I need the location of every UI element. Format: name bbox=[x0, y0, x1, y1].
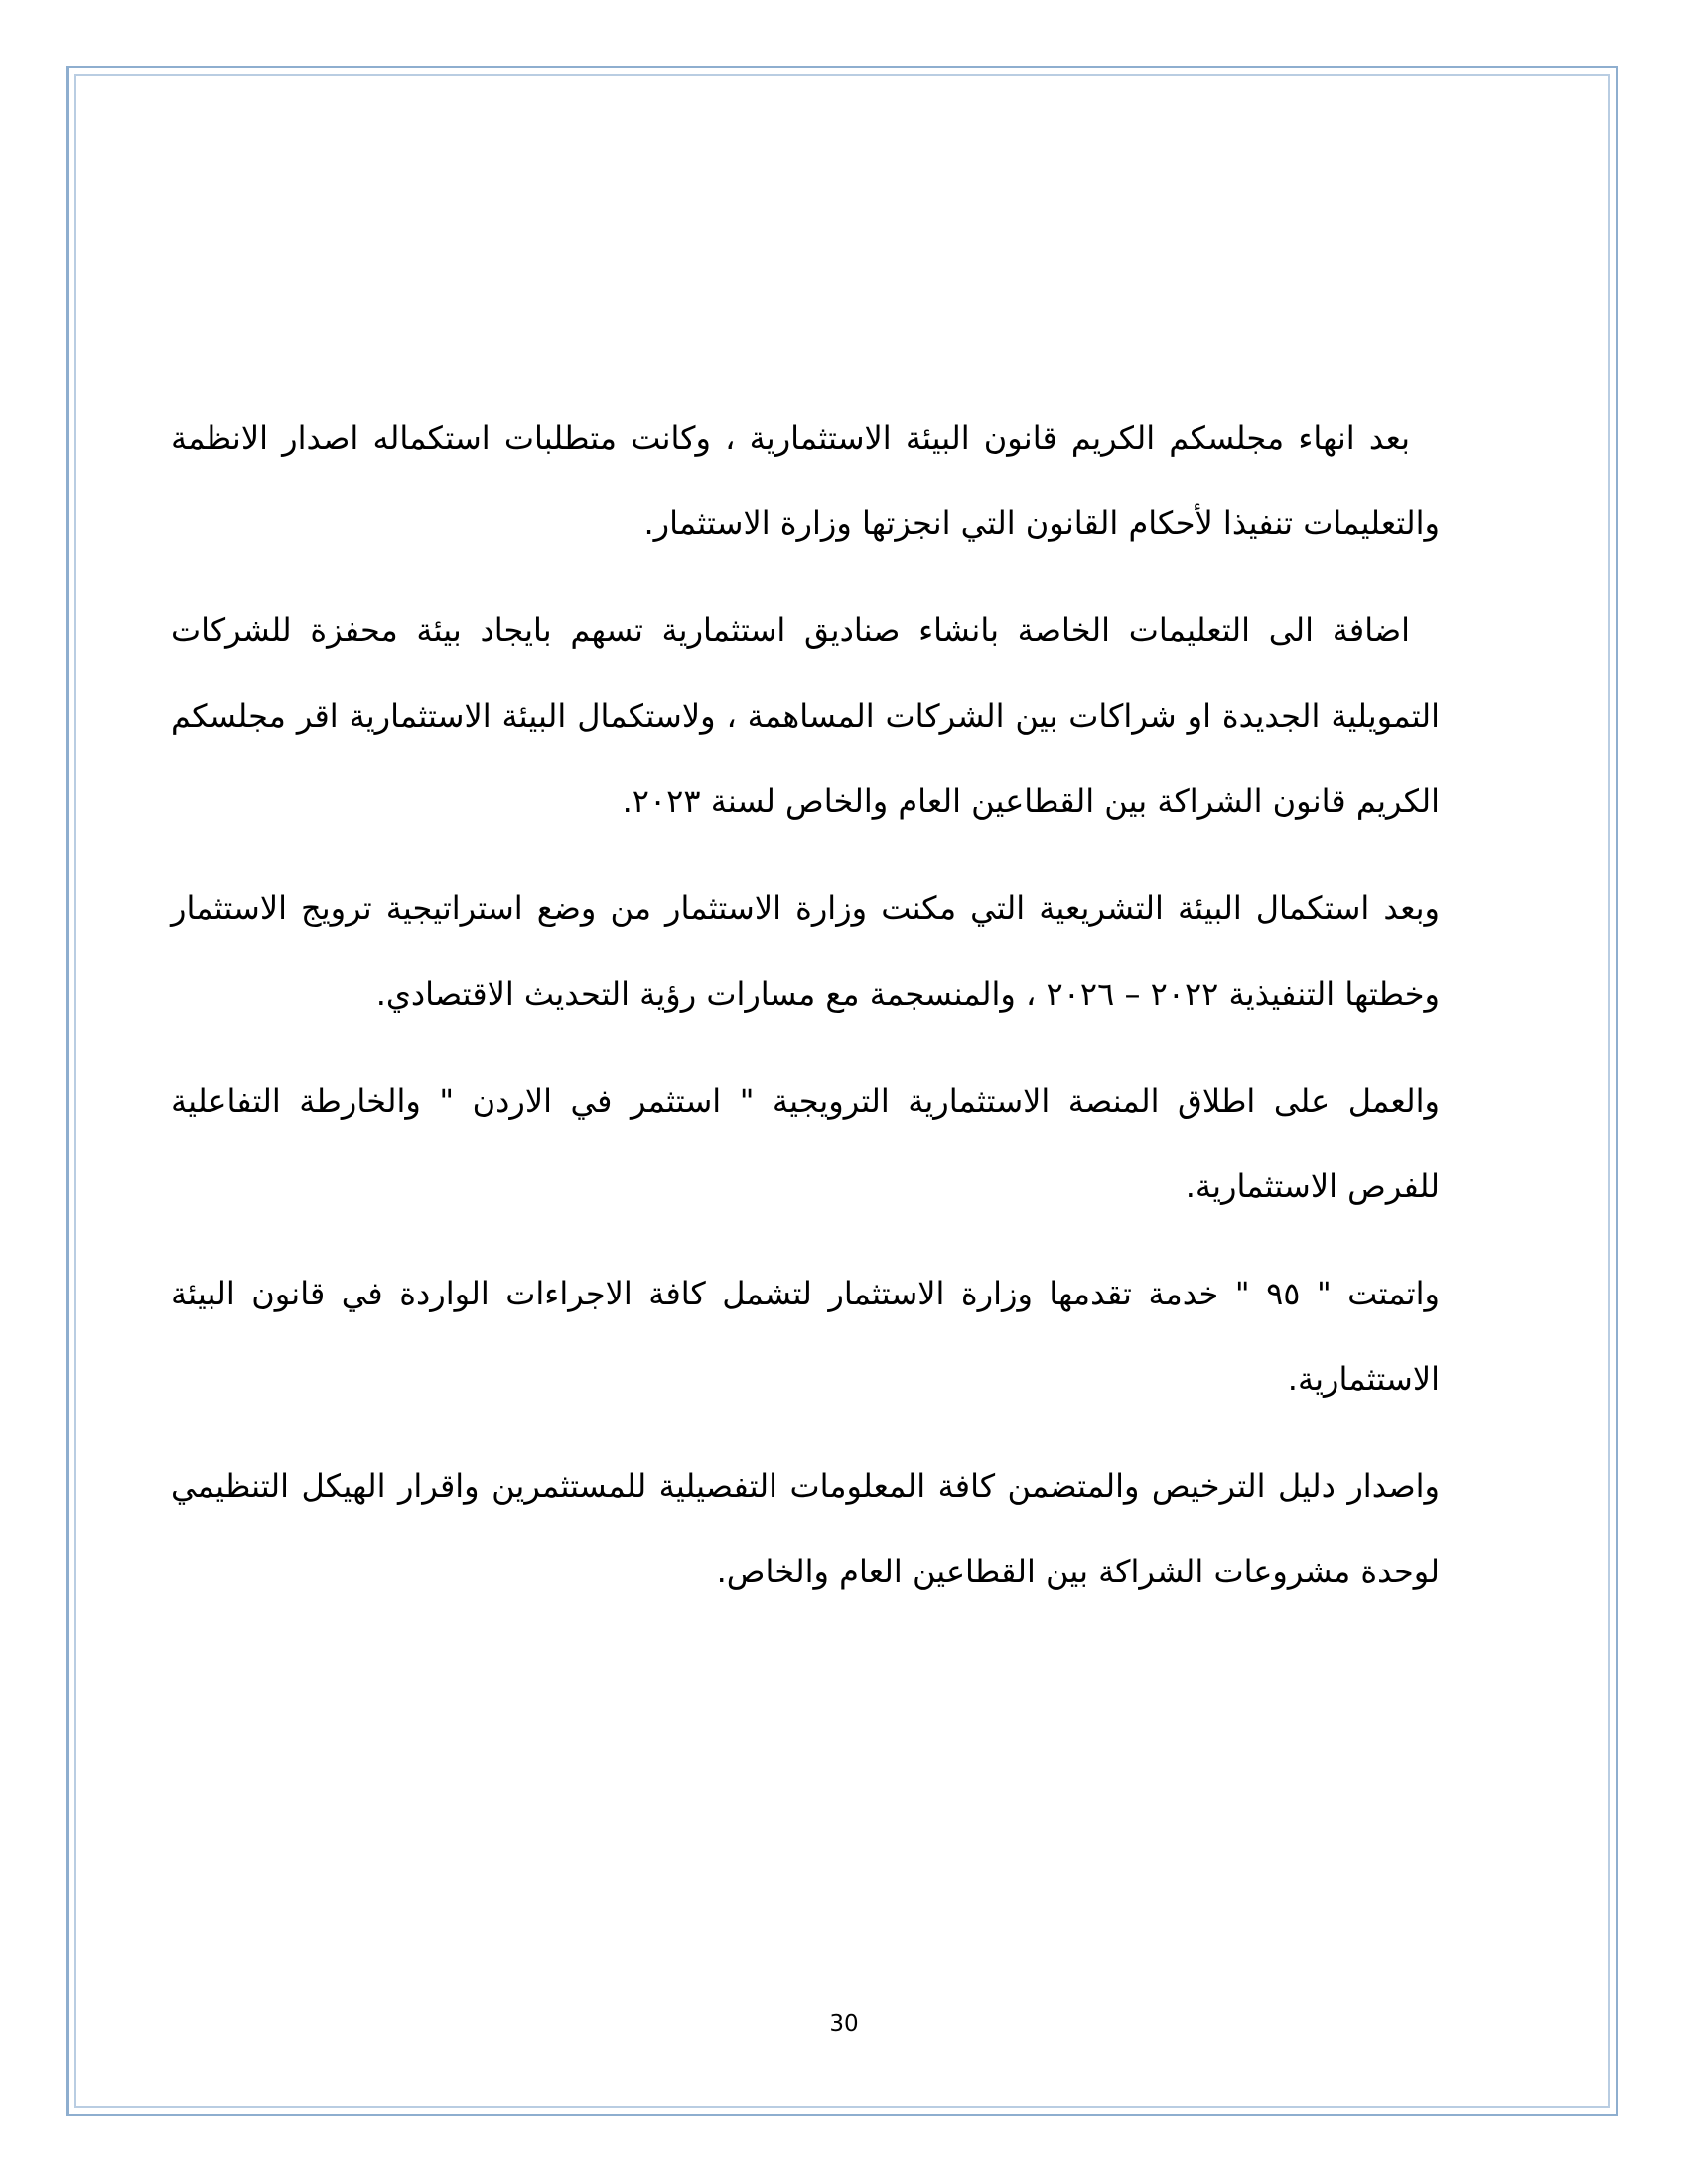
document-body bbox=[171, 395, 1440, 1636]
paragraph-4: والعمل على اطلاق المنصة الاستثمارية الترويجية " استثمر في الاردن " والخارطة التفاعلية للفرص الاستثمارية. bbox=[171, 1082, 1440, 1205]
paragraph-2: اضافة الى التعليمات الخاصة بانشاء صناديق استثمارية تسهم بايجاد بيئة محفزة للشركات التمويلية الجديدة او شراكات بين الشركات المساهمة ، ولاستكمال البيئة الاستثمارية اقر مجلسكم الكريم قانون الشراكة بين القطاعين العام والخاص لسنة ٢٠٢٣. bbox=[171, 612, 1440, 820]
paragraph-3: وبعد استكمال البيئة التشريعية التي مكنت وزارة الاستثمار من وضع استراتيجية ترويج الاستثمار وخطتها التنفيذية ٢٠٢٢ – ٢٠٢٦ ، والمنسجمة مع مسارات رؤية التحديث الاقتصادي. bbox=[171, 889, 1440, 1013]
paragraph-6: واصدار دليل الترخيص والمتضمن كافة المعلومات التفصيلية للمستثمرين واقرار الهيكل التنظيمي لوحدة مشروعات الشراكة بين القطاعين العام والخاص. bbox=[171, 1467, 1440, 1590]
page-number: 30 bbox=[829, 2011, 859, 2037]
paragraph-5: واتمتت " ٩٥ " خدمة تقدمها وزارة الاستثمار لتشمل كافة الاجراءات الواردة في قانون البيئة الاستثمارية. bbox=[171, 1275, 1441, 1398]
paragraph-1: بعد انهاء مجلسكم الكريم قانون البيئة الاستثمارية ، وكانت متطلبات استكماله اصدار الانظمة والتعليمات تنفيذا لأحكام القانون التي انجزتها وزارة الاستثمار. bbox=[171, 419, 1440, 542]
